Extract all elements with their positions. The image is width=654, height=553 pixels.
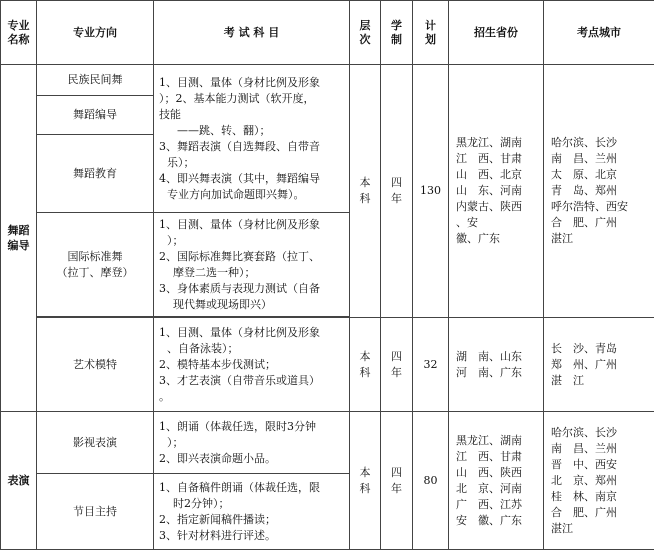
- header-major: 专业 名称: [1, 1, 37, 65]
- level-art-model: 本 科: [350, 318, 381, 412]
- header-direction: 专业方向: [37, 1, 154, 65]
- subjects-art-model: 1、目测、量体（身材比例及形象 、自备泳装）； 2、模特基本步伐测试； 3、才艺表演（自带音乐或道具） 。: [154, 318, 350, 412]
- years-performance: 四 年: [381, 412, 413, 550]
- major-dance: 舞蹈 编导: [1, 65, 37, 412]
- header-cities: 考点城市: [544, 1, 654, 65]
- direction-choreography: 舞蹈编导: [37, 96, 154, 135]
- subjects-film-acting: 1、朗诵（体裁任选，限时3分钟 ）； 2、即兴表演命题小品。: [154, 412, 350, 474]
- header-provinces: 招生省份: [449, 1, 544, 65]
- direction-art-model: 艺术模特: [37, 318, 154, 412]
- level-dance: 本 科: [350, 65, 381, 318]
- plan-performance: 80: [413, 412, 449, 550]
- header-subjects: 考 试 科 目: [154, 1, 350, 65]
- major-performance: 表演: [1, 412, 37, 550]
- cities-performance: 哈尔滨、长沙 南 昌、兰州 晋 中、西安 北 京、郑州 桂 林、南京 合 肥、广州 湛江: [544, 412, 654, 550]
- years-art-model: 四 年: [381, 318, 413, 412]
- years-dance: 四 年: [381, 65, 413, 318]
- header-row: [1, 1, 654, 65]
- table-row: [1, 65, 654, 96]
- subjects-dance-b: 1、目测、量体（身材比例及形象 ）； 2、国际标准舞比赛套路（拉丁、 摩登二选一种）； 3、身体素质与表现力测试（自备 现代舞或现场即兴）: [154, 213, 350, 317]
- subjects-hosting: 1、自备稿件朗诵（体裁任选，限 时2分钟）； 2、指定新闻稿件播读； 3、针对材料进行评述。: [154, 474, 350, 550]
- provinces-performance: 黑龙江、湖南 江 西、甘肃 山 西、陕西 北 京、河南 广 西、江苏 安 徽、广东: [449, 412, 544, 550]
- provinces-art-model: 湖 南、山东 河 南、广东: [449, 318, 544, 412]
- direction-film-acting: 影视表演: [37, 412, 154, 474]
- direction-ballroom: 国际标准舞 （拉丁、摩登）: [37, 213, 154, 317]
- direction-hosting: 节目主持: [37, 474, 154, 550]
- cities-dance: 哈尔滨、长沙 南 昌、兰州 太 原、北京 青 岛、郑州 呼尔浩特、西安 合 肥、广州 湛江: [544, 65, 654, 318]
- provinces-dance: 黑龙江、湖南 江 西、甘肃 山 西、北京 山 东、河南 内蒙古、陕西 、安 徽、广东: [449, 65, 544, 318]
- direction-folk-dance: 民族民间舞: [37, 65, 154, 96]
- cities-art-model: 长 沙、青岛 郑 州、广州 湛 江: [544, 318, 654, 412]
- header-years: 学 制: [381, 1, 413, 65]
- header-level: 层 次: [350, 1, 381, 65]
- plan-dance: 130: [413, 65, 449, 318]
- header-plan: 计 划: [413, 1, 449, 65]
- table-row: [1, 412, 654, 474]
- plan-art-model: 32: [413, 318, 449, 412]
- direction-dance-education: 舞蹈教育: [37, 135, 154, 213]
- subjects-dance-a: 1、目测、量体（身材比例及形象 ）；2、基本能力测试（软开度， 技能 ——跳、转、翻）； 3、舞蹈表演（自选舞段、自带音 乐）； 4、即兴舞表演（其中，舞蹈编导 专业方向加试命题即兴舞）。: [154, 65, 350, 213]
- level-performance: 本 科: [350, 412, 381, 550]
- table-row: [1, 318, 654, 412]
